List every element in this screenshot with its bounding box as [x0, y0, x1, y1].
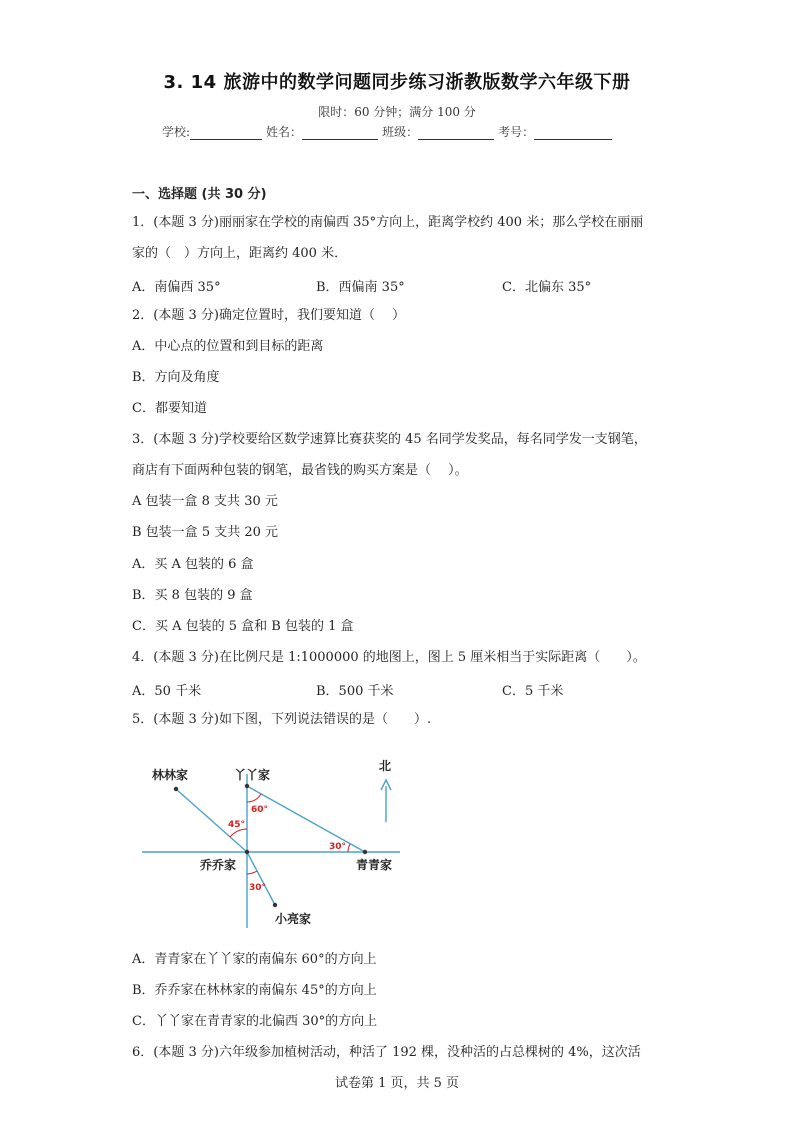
point-linlin: [174, 787, 178, 791]
arc-45: [230, 829, 247, 837]
name-blank[interactable]: [302, 125, 378, 140]
name-label: 姓名：: [266, 125, 303, 139]
direction-diagram: [138, 752, 408, 937]
q3-option-c: C．买 A 包装的 5 盒和 B 包装的 1 盒: [132, 619, 354, 634]
arc-30-bottom: [247, 871, 257, 874]
exam-number-label: 考号：: [498, 125, 535, 139]
angle-30-right-label: 30°: [329, 842, 347, 852]
school-blank[interactable]: [190, 125, 262, 140]
q2-line1: 2．(本题 3 分)确定位置时，我们要知道（ ）: [132, 308, 406, 323]
label-linlin: 林林家: [152, 768, 189, 782]
q2-option-c: C．都要知道: [132, 401, 207, 416]
q6-line1: 6．(本题 3 分)六年级参加植树活动，种活了 192 棵，没种活的占总棵树的 4%，这次活: [132, 1045, 641, 1060]
section-heading: 一、选择题 (共 30 分): [132, 187, 267, 202]
q3-line2: 商店有下面两种包装的钢笔，最省钱的购买方案是（ ）。: [132, 463, 468, 478]
label-qiaoqiao: 乔乔家: [200, 858, 237, 872]
exam-number-blank[interactable]: [534, 125, 612, 140]
page-title: 3. 14 旅游中的数学问题同步练习浙教版数学六年级下册: [163, 72, 631, 93]
student-info-row: [162, 123, 616, 140]
q4-option-b: B．500 千米: [316, 684, 394, 699]
q3-option-a: A．买 A 包装的 6 盒: [132, 557, 254, 572]
label-qingqing: 青青家: [356, 858, 393, 872]
q3-line3: A 包装一盒 8 支共 30 元: [132, 494, 278, 509]
q3-line4: B 包装一盒 5 支共 20 元: [132, 525, 279, 540]
point-qiaoqiao: [245, 850, 249, 854]
class-blank[interactable]: [418, 125, 494, 140]
q1-line1: 1．(本题 3 分)丽丽家在学校的南偏西 35°方向上，距离学校约 400 米；那么学校在丽丽: [132, 215, 644, 230]
line-qiaoqiao-xiaoliang: [247, 852, 275, 905]
q1-line2: 家的（ ）方向上，距离约 400 米．: [132, 246, 348, 261]
point-xiaoliang: [273, 903, 277, 907]
q3-line1: 3．(本题 3 分)学校要给区数学速算比赛获奖的 45 名同学发奖品，每名同学发一支钢笔，: [132, 432, 647, 447]
q2-option-a: A．中心点的位置和到目标的距离: [132, 339, 324, 354]
q4-line1: 4．(本题 3 分)在比例尺是 1:1000000 的地图上，图上 5 厘米相当于实际距离（ ）。: [132, 650, 646, 665]
label-yaya: 丫丫家: [234, 768, 271, 782]
q3-option-b: B．买 8 包装的 9 盒: [132, 588, 253, 603]
q2-option-b: B．方向及角度: [132, 370, 220, 385]
q1-option-c: C．北偏东 35°: [502, 280, 592, 295]
angle-60-label: 60°: [251, 805, 269, 815]
q5-option-c: C．丫丫家在青青家的北偏西 30°的方向上: [132, 1014, 378, 1029]
arc-60: [247, 794, 261, 802]
class-label: 班级：: [382, 125, 419, 139]
page-footer: 试卷第 1 页，共 5 页: [334, 1076, 460, 1091]
angle-45-label: 45°: [228, 820, 246, 830]
school-label: 学校:: [162, 125, 191, 139]
time-limit-text: 限时：60 分钟；满分 100 分: [318, 105, 476, 119]
q5-option-b: B．乔乔家在林林家的南偏东 45°的方向上: [132, 983, 377, 998]
label-xiaoliang: 小亮家: [275, 912, 312, 926]
q5-option-a: A．青青家在丫丫家的南偏东 60°的方向上: [132, 952, 377, 967]
point-qingqing: [363, 850, 367, 854]
q4-option-c: C．5 千米: [502, 684, 564, 699]
north-label: 北: [379, 759, 392, 773]
point-yaya: [245, 784, 249, 788]
angle-30-bottom-label: 30°: [249, 883, 267, 893]
q4-option-a: A．50 千米: [132, 684, 202, 699]
q1-option-b: B．西偏南 35°: [316, 280, 405, 295]
line-yaya-qingqing: [247, 786, 365, 852]
q5-line1: 5．(本题 3 分)如下图，下列说法错误的是（ ）.: [132, 712, 432, 727]
q1-option-a: A．南偏西 35°: [132, 280, 221, 295]
arc-30-right: [348, 844, 350, 852]
